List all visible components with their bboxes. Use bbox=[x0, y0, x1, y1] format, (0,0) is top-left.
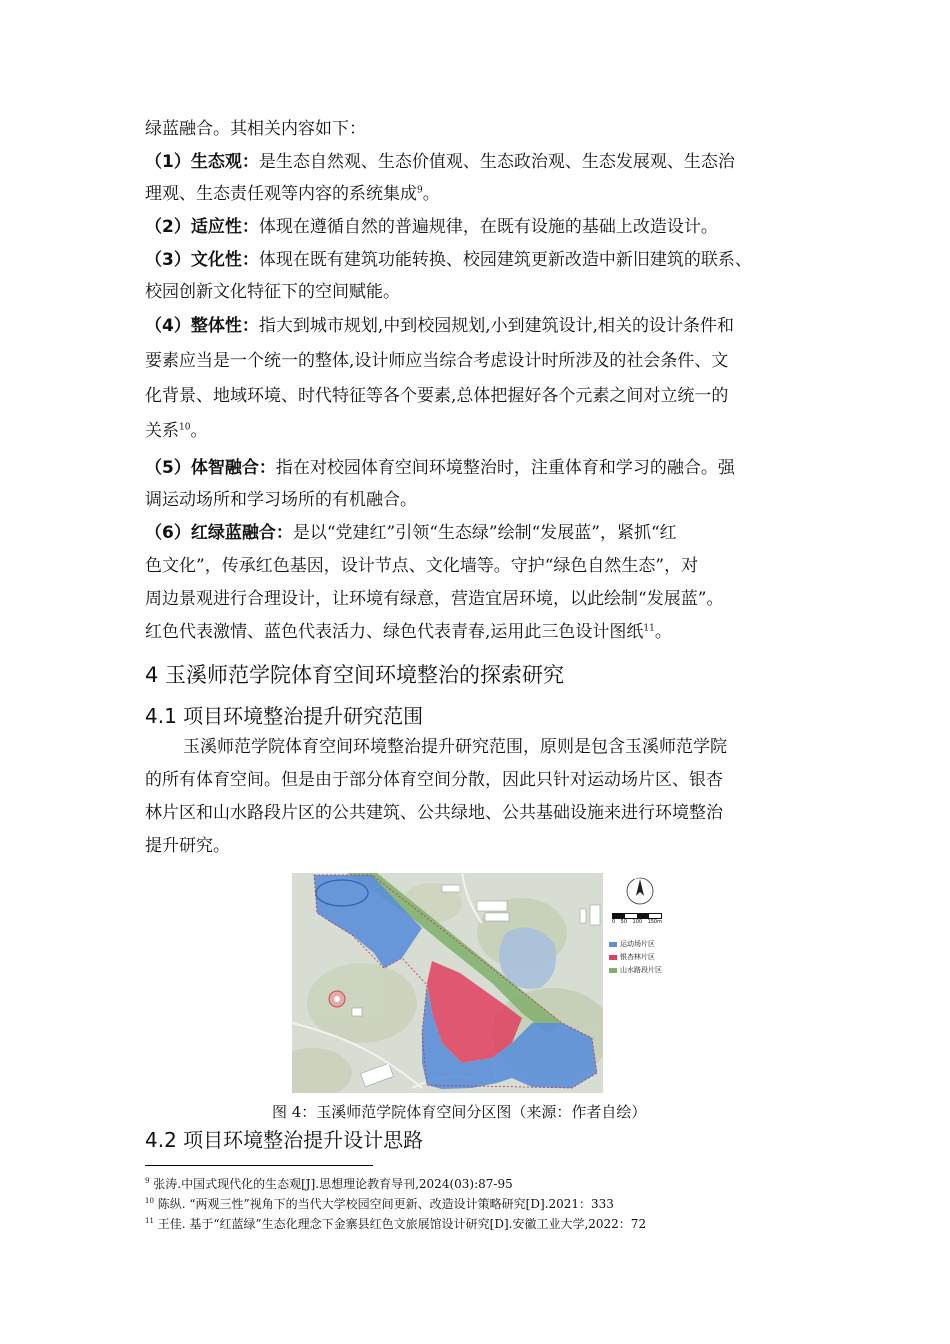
item-4-line1: （4）整体性：指大到城市规划,中到校园规划,小到建筑设计,相关的设计条件和 bbox=[145, 316, 735, 336]
item-1-line2: 理观、生态责任观等内容的系统集成$^9$。 bbox=[145, 184, 440, 204]
footnote-9: $^9$ 张涛.中国式现代化的生态观[J].思想理论教育导刊,2024(03):87-95 bbox=[145, 1177, 513, 1191]
item-4-term: 整体性： bbox=[190, 316, 259, 336]
item-4-line3: 化背景、地域环境、时代特征等各个要素,总体把握好各个元素之间对立统一的 bbox=[145, 386, 729, 406]
footnote-divider bbox=[145, 1165, 373, 1166]
footnote-ref-9: 9 bbox=[417, 185, 423, 196]
item-2-line1: （2）适应性：体现在遵循自然的普遍规律，在既有设施的基础上改造设计。 bbox=[145, 217, 718, 237]
item-6-line4: 红色代表激情、蓝色代表活力、绿色代表青春,运用此三色设计图纸$^{11}$。 bbox=[145, 622, 672, 642]
item-3-term: 文化性： bbox=[190, 250, 259, 270]
footnote-10: $^{10}$ 陈纵. “两观三性”视角下的当代大学校园空间更新、改造设计策略研究[D].2021：333 bbox=[145, 1197, 614, 1211]
footnote-ref-11: 11 bbox=[643, 623, 655, 634]
section-4-2-heading: 4.2 项目环境整治提升设计思路 bbox=[145, 1128, 424, 1152]
section-4-1-line4: 提升研究。 bbox=[145, 836, 230, 856]
compass-label: N bbox=[634, 876, 640, 885]
item-2-term: 适应性： bbox=[190, 217, 259, 237]
figure-caption: 图 4：玉溪师范学院体育空间分区图（来源：作者自绘） bbox=[272, 1103, 647, 1121]
item-3-line2: 校园创新文化特征下的空间赋能。 bbox=[145, 282, 400, 302]
section-4-heading: 4 玉溪师范学院体育空间环境整治的探索研究 bbox=[145, 663, 565, 687]
item-1-number: （1） bbox=[145, 152, 191, 172]
paragraph-intro-line: 绿蓝融合。其相关内容如下： bbox=[145, 119, 366, 139]
map-legend bbox=[609, 938, 662, 977]
section-4-1-line1: 玉溪师范学院体育空间环境整治提升研究范围，原则是包含玉溪师范学院 bbox=[183, 737, 727, 757]
item-5-term: 体智融合： bbox=[190, 458, 276, 478]
item-5-line1: （5）体智融合：指在对校园体育空间环境整治时，注重体育和学习的融合。强 bbox=[145, 458, 735, 478]
footnote-11: $^{11}$ 王佳. 基于“红蓝绿”生态化理念下金寨县红色文旅展馆设计研究[D].安徽工业大学,2022：72 bbox=[145, 1217, 647, 1231]
item-6-term: 红绿蓝融合： bbox=[190, 523, 293, 543]
section-4-1-line3: 林片区和山水路段片区的公共建筑、公共绿地、公共基础设施来进行环境整治 bbox=[145, 803, 723, 823]
campus-zoning-map bbox=[292, 873, 603, 1093]
legend-item-shanshui: 山水路段片区 bbox=[609, 964, 662, 977]
item-6-line2: 色文化”，传承红色基因，设计节点、文化墙等。守护“绿色自然生态”，对 bbox=[145, 556, 699, 576]
section-4-1-heading: 4.1 项目环境整治提升研究范围 bbox=[145, 704, 424, 728]
section-4-1-line2: 的所有体育空间。但是由于部分体育空间分散，因此只针对运动场片区、银杏 bbox=[145, 770, 723, 790]
item-3-line1: （3）文化性：体现在既有建筑功能转换、校园建筑更新改造中新旧建筑的联系、 bbox=[145, 250, 752, 270]
footnote-ref-10: 10 bbox=[179, 422, 191, 433]
item-4-line4: 关系$^{10}$。 bbox=[145, 421, 208, 441]
item-1-line1: （1）生态观：是生态自然观、生态价值观、生态政治观、生态发展观、生态治 bbox=[145, 152, 735, 172]
item-6-line3: 周边景观进行合理设计，让环境有绿意，营造宜居环境，以此绘制“发展蓝”。 bbox=[145, 589, 724, 609]
compass-icon bbox=[625, 876, 655, 906]
item-1-term: 生态观： bbox=[190, 152, 259, 172]
item-6-line1: （6）红绿蓝融合：是以“党建红”引领“生态绿”绘制“发展蓝”，紧抓“红 bbox=[145, 523, 677, 543]
item-4-line2: 要素应当是一个统一的整体,设计师应当综合考虑设计时所涉及的社会条件、文 bbox=[145, 351, 729, 371]
item-5-line2: 调运动场所和学习场所的有机融合。 bbox=[145, 490, 417, 510]
legend-item-sports: 运动场片区 bbox=[609, 938, 662, 951]
scale-bar: 0 50 100 150m bbox=[612, 913, 662, 927]
legend-item-ginkgo: 银杏林片区 bbox=[609, 951, 662, 964]
